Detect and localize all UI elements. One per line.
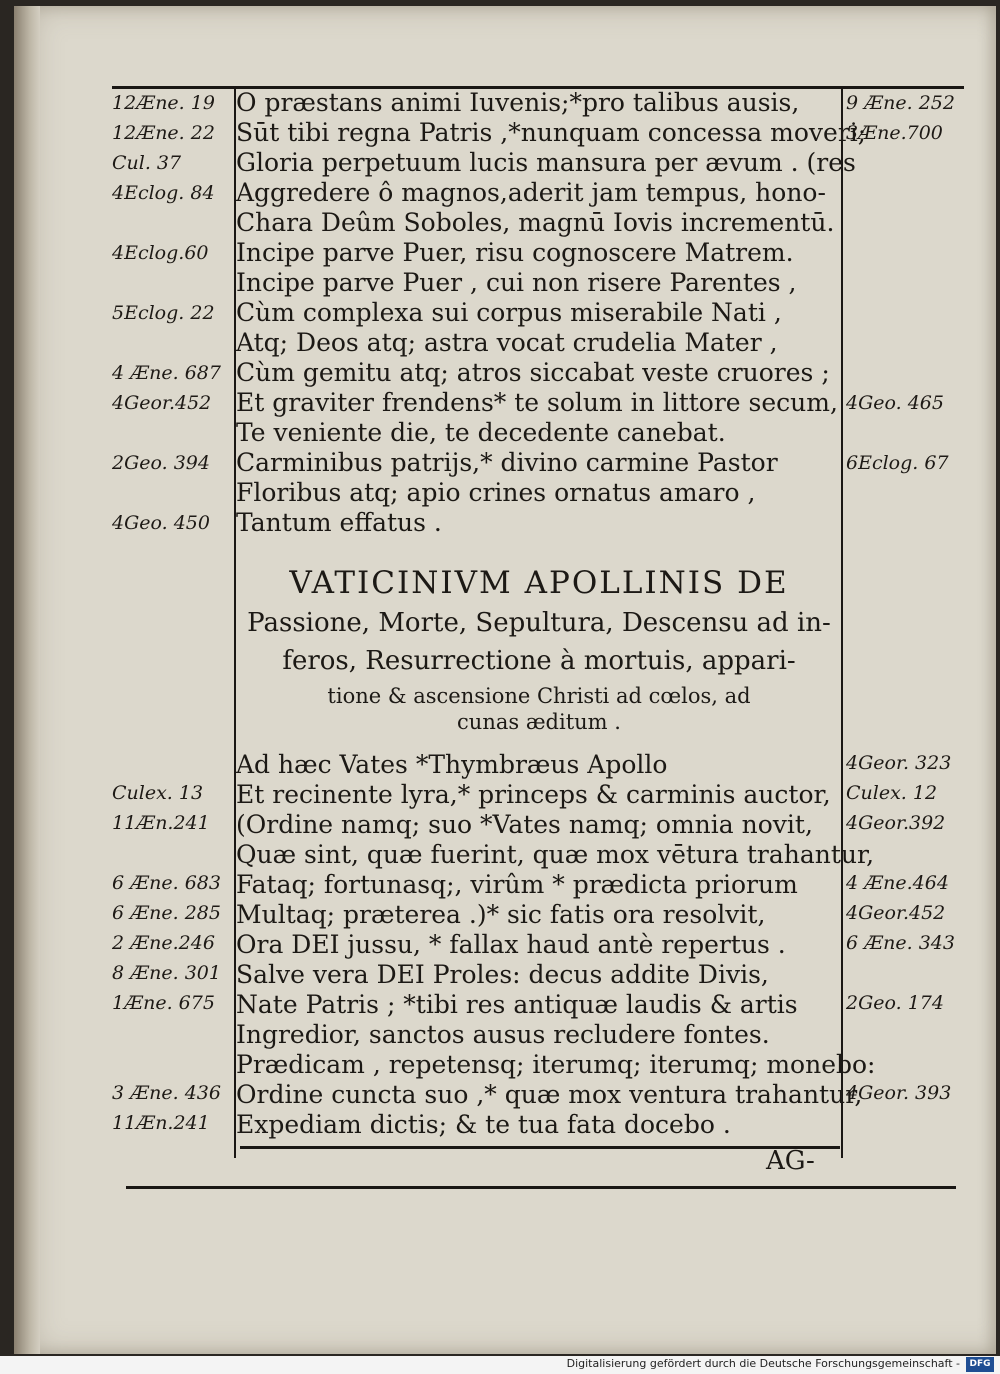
poem-line: O præstans animi Iuvenis;*pro talibus ausis, — [236, 88, 800, 117]
section-heading: VATICINIVM APOLLINIS DE — [289, 565, 789, 601]
right-margin-ref: 9 Æne. 252 — [846, 92, 955, 114]
poem-line: Expediam dictis; & te tua fata docebo . — [236, 1110, 731, 1139]
poem-line: Ordine cuncta suo ,* quæ mox ventura trahantur, — [236, 1080, 863, 1109]
section-heading-line: Passione, Morte, Sepultura, Descensu ad in- — [247, 608, 831, 638]
page-binding-shadow — [14, 6, 40, 1354]
left-margin-ref: 6 Æne. 285 — [112, 902, 221, 924]
left-margin-ref: Culex. 13 — [112, 782, 204, 804]
poem-line: Incipe parve Puer, risu cognoscere Matrem. — [236, 238, 794, 267]
left-margin-ref: 2 Æne.246 — [112, 932, 215, 954]
poem-line: Fataq; fortunasq;, virûm * prædicta priorum — [236, 870, 798, 899]
poem-line: Quæ sint, quæ fuerint, quæ mox vētura trahantur, — [236, 840, 875, 869]
poem-line: Carminibus patrijs,* divino carmine Pastor — [236, 448, 778, 477]
poem-line: Incipe parve Puer , cui non risere Parentes , — [236, 268, 797, 297]
right-margin-ref: 4Geor. 393 — [846, 1082, 952, 1104]
poem-line: Gloria perpetuum lucis mansura per ævum . (res — [236, 148, 856, 177]
poem-line: Floribus atq; apio crines ornatus amaro , — [236, 478, 756, 507]
right-margin-ref: 4 Æne.464 — [846, 872, 949, 894]
section-heading-line: cunas æditum . — [457, 710, 621, 734]
poem-line: Ad hæc Vates *Thymbræus Apollo — [236, 750, 668, 779]
poem-line: Tantum effatus . — [236, 508, 442, 537]
left-margin-ref: 4Eclog. 84 — [112, 182, 215, 204]
poem-line: Aggredere ô magnos,aderit jam tempus, hono- — [236, 178, 826, 207]
poem-line: Cùm complexa sui corpus miserabile Nati , — [236, 298, 782, 327]
left-margin-ref: 11Æn.241 — [112, 1112, 210, 1134]
catchword: AG- — [766, 1146, 815, 1176]
poem-line: Cùm gemitu atq; atros siccabat veste cruores ; — [236, 358, 830, 387]
left-margin-ref: 5Eclog. 22 — [112, 302, 215, 324]
footer-credit-text: Digitalisierung gefördert durch die Deutsche Forschungsgemeinschaft - — [566, 1357, 960, 1370]
section-heading-line: feros, Resurrectione à mortuis, appari- — [282, 646, 796, 676]
right-margin-ref: 3Æne.700 — [846, 122, 943, 144]
left-margin-ref: 12Æne. 22 — [112, 122, 215, 144]
right-margin-ref: 2Geo. 174 — [846, 992, 944, 1014]
right-margin-ref: 6 Æne. 343 — [846, 932, 955, 954]
left-margin-ref: 8 Æne. 301 — [112, 962, 221, 984]
footer-bar — [0, 1356, 1000, 1374]
poem-line: Ora DEI jussu, * fallax haud antè repertus . — [236, 930, 786, 959]
text-bottom-rule — [240, 1146, 840, 1149]
poem-line: Atq; Deos atq; astra vocat crudelia Mater , — [236, 328, 778, 357]
poem-line: Et graviter frendens* te solum in littore secum, — [236, 388, 838, 417]
right-margin-ref: 4Geo. 465 — [846, 392, 944, 414]
poem-line: Chara Deûm Soboles, magnū Iovis incrementū. — [236, 208, 835, 237]
page-bottom-rule — [126, 1186, 956, 1189]
right-margin-ref: Culex. 12 — [846, 782, 938, 804]
left-margin-ref: Cul. 37 — [112, 152, 182, 174]
poem-line: Salve vera DEI Proles: decus addite Divis, — [236, 960, 769, 989]
left-margin-ref: 4Geor.452 — [112, 392, 212, 414]
left-margin-ref: 4Geo. 450 — [112, 512, 210, 534]
poem-line: (Ordine namq; suo *Vates namq; omnia novit, — [236, 810, 813, 839]
right-margin-ref: 6Eclog. 67 — [846, 452, 949, 474]
section-heading-line: tione & ascensione Christi ad cœlos, ad — [327, 684, 751, 708]
poem-line: Ingredior, sanctos ausus recludere fontes. — [236, 1020, 770, 1049]
poem-line: Multaq; præterea .)* sic fatis ora resolvit, — [236, 900, 766, 929]
left-margin-ref: 12Æne. 19 — [112, 92, 215, 114]
poem-line: Et recinente lyra,* princeps & carminis auctor, — [236, 780, 831, 809]
poem-line: Nate Patris ; *tibi res antiquæ laudis & artis — [236, 990, 798, 1019]
right-margin-ref: 4Geor.392 — [846, 812, 946, 834]
left-margin-ref: 2Geo. 394 — [112, 452, 210, 474]
right-margin-ref: 4Geor. 323 — [846, 752, 952, 774]
left-margin-ref: 3 Æne. 436 — [112, 1082, 221, 1104]
poem-line: Te veniente die, te decedente canebat. — [236, 418, 726, 447]
right-margin-ref: 4Geor.452 — [846, 902, 946, 924]
left-margin-ref: 11Æn.241 — [112, 812, 210, 834]
left-margin-ref: 6 Æne. 683 — [112, 872, 221, 894]
poem-line: Prædicam , repetensq; iterumq; iterumq; monebo: — [236, 1050, 876, 1079]
poem-line: Sūt tibi regna Patris ,*nunquam concessa moveri; — [236, 118, 867, 147]
left-margin-ref: 1Æne. 675 — [112, 992, 215, 1014]
dfg-logo-icon: DFG — [966, 1357, 994, 1372]
left-margin-ref: 4 Æne. 687 — [112, 362, 221, 384]
left-margin-ref: 4Eclog.60 — [112, 242, 209, 264]
